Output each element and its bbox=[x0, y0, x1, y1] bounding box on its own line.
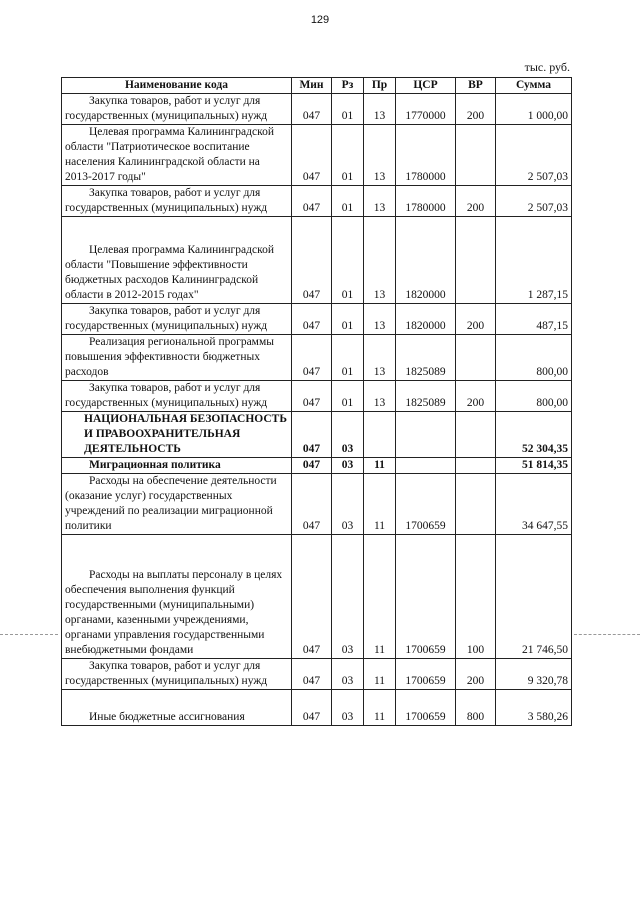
table-row bbox=[62, 186, 572, 217]
row-name: Закупка товаров, работ и услуг для государственных (муниципальных) нужд bbox=[62, 381, 292, 412]
table-row bbox=[62, 94, 572, 125]
row-vr: 200 bbox=[456, 304, 496, 335]
row-name: Целевая программа Калининградской области "Повышение эффективности бюджетных расходов Калининградской области в 2012-2015 годах" bbox=[62, 217, 292, 304]
table-row bbox=[62, 125, 572, 186]
row-rz: 01 bbox=[332, 304, 364, 335]
row-vr: 200 bbox=[456, 186, 496, 217]
row-sum: 34 647,55 bbox=[496, 474, 572, 535]
row-min: 047 bbox=[292, 412, 332, 458]
row-vr: 200 bbox=[456, 381, 496, 412]
row-pr: 13 bbox=[364, 335, 396, 381]
row-sum: 21 746,50 bbox=[496, 535, 572, 659]
row-rz: 01 bbox=[332, 94, 364, 125]
row-min: 047 bbox=[292, 458, 332, 474]
row-pr: 13 bbox=[364, 217, 396, 304]
row-pr: 13 bbox=[364, 381, 396, 412]
column-header-name: Наименование кода bbox=[62, 78, 292, 94]
column-header-csr: ЦСР bbox=[396, 78, 456, 94]
table-header-row bbox=[62, 78, 572, 94]
row-csr bbox=[396, 458, 456, 474]
row-sum: 51 814,35 bbox=[496, 458, 572, 474]
row-rz: 01 bbox=[332, 335, 364, 381]
row-vr bbox=[456, 458, 496, 474]
row-pr: 11 bbox=[364, 458, 396, 474]
row-csr: 1820000 bbox=[396, 217, 456, 304]
row-pr: 11 bbox=[364, 474, 396, 535]
scan-fold-line bbox=[0, 634, 58, 635]
table-row bbox=[62, 304, 572, 335]
row-csr: 1780000 bbox=[396, 186, 456, 217]
row-vr bbox=[456, 412, 496, 458]
row-min: 047 bbox=[292, 535, 332, 659]
row-name: Миграционная политика bbox=[62, 458, 292, 474]
row-csr: 1820000 bbox=[396, 304, 456, 335]
row-csr: 1700659 bbox=[396, 474, 456, 535]
row-csr: 1825089 bbox=[396, 381, 456, 412]
row-rz: 03 bbox=[332, 412, 364, 458]
units-label: тыс. руб. bbox=[524, 60, 570, 74]
row-pr: 11 bbox=[364, 690, 396, 726]
table-row bbox=[62, 474, 572, 535]
row-pr: 11 bbox=[364, 535, 396, 659]
row-name: Закупка товаров, работ и услуг для государственных (муниципальных) нужд bbox=[62, 659, 292, 690]
row-sum: 800,00 bbox=[496, 381, 572, 412]
row-min: 047 bbox=[292, 304, 332, 335]
row-csr: 1700659 bbox=[396, 659, 456, 690]
table-row bbox=[62, 659, 572, 690]
row-pr: 13 bbox=[364, 304, 396, 335]
row-pr: 11 bbox=[364, 659, 396, 690]
row-vr: 200 bbox=[456, 94, 496, 125]
row-csr: 1780000 bbox=[396, 125, 456, 186]
row-name: Закупка товаров, работ и услуг для государственных (муниципальных) нужд bbox=[62, 186, 292, 217]
page-number: 129 bbox=[310, 14, 330, 26]
row-min: 047 bbox=[292, 125, 332, 186]
table-row bbox=[62, 535, 572, 659]
row-min: 047 bbox=[292, 474, 332, 535]
row-name: Закупка товаров, работ и услуг для государственных (муниципальных) нужд bbox=[62, 94, 292, 125]
row-vr: 800 bbox=[456, 690, 496, 726]
row-name: Реализация региональной программы повышения эффективности бюджетных расходов bbox=[62, 335, 292, 381]
column-header-vr: ВР bbox=[456, 78, 496, 94]
row-rz: 01 bbox=[332, 125, 364, 186]
row-sum: 800,00 bbox=[496, 335, 572, 381]
row-pr: 13 bbox=[364, 125, 396, 186]
row-name: Расходы на выплаты персоналу в целях обеспечения выполнения функций государственными (муниципальными) органами, казенными учреждениями, органами управления государственными внебюджетными фондами bbox=[62, 535, 292, 659]
row-rz: 03 bbox=[332, 474, 364, 535]
row-rz: 03 bbox=[332, 458, 364, 474]
row-vr bbox=[456, 125, 496, 186]
scan-fold-line bbox=[574, 634, 640, 635]
row-name: Целевая программа Калининградской области "Патриотическое воспитание населения Калининградской области на 2013-2017 годы" bbox=[62, 125, 292, 186]
row-min: 047 bbox=[292, 217, 332, 304]
table-row bbox=[62, 458, 572, 474]
budget-table bbox=[61, 77, 572, 726]
row-min: 047 bbox=[292, 335, 332, 381]
row-name: Иные бюджетные ассигнования bbox=[62, 690, 292, 726]
table-row bbox=[62, 381, 572, 412]
table-row bbox=[62, 217, 572, 304]
row-rz: 03 bbox=[332, 690, 364, 726]
row-min: 047 bbox=[292, 186, 332, 217]
row-pr bbox=[364, 412, 396, 458]
row-name: Расходы на обеспечение деятельности (оказание услуг) государственных учреждений по реализации миграционной политики bbox=[62, 474, 292, 535]
row-sum: 487,15 bbox=[496, 304, 572, 335]
row-csr: 1700659 bbox=[396, 690, 456, 726]
row-sum: 1 000,00 bbox=[496, 94, 572, 125]
row-sum: 2 507,03 bbox=[496, 186, 572, 217]
row-rz: 01 bbox=[332, 217, 364, 304]
row-sum: 1 287,15 bbox=[496, 217, 572, 304]
row-rz: 01 bbox=[332, 186, 364, 217]
row-vr bbox=[456, 335, 496, 381]
row-min: 047 bbox=[292, 690, 332, 726]
row-vr bbox=[456, 217, 496, 304]
row-sum: 3 580,26 bbox=[496, 690, 572, 726]
row-rz: 01 bbox=[332, 381, 364, 412]
row-csr: 1770000 bbox=[396, 94, 456, 125]
column-header-sum: Сумма bbox=[496, 78, 572, 94]
row-name: НАЦИОНАЛЬНАЯ БЕЗОПАСНОСТЬ И ПРАВООХРАНИТЕЛЬНАЯ ДЕЯТЕЛЬНОСТЬ bbox=[62, 412, 292, 458]
row-pr: 13 bbox=[364, 186, 396, 217]
row-sum: 52 304,35 bbox=[496, 412, 572, 458]
row-vr: 200 bbox=[456, 659, 496, 690]
table-row bbox=[62, 690, 572, 726]
row-pr: 13 bbox=[364, 94, 396, 125]
row-rz: 03 bbox=[332, 535, 364, 659]
row-sum: 9 320,78 bbox=[496, 659, 572, 690]
row-rz: 03 bbox=[332, 659, 364, 690]
row-sum: 2 507,03 bbox=[496, 125, 572, 186]
column-header-pr: Пр bbox=[364, 78, 396, 94]
row-csr bbox=[396, 412, 456, 458]
row-name: Закупка товаров, работ и услуг для государственных (муниципальных) нужд bbox=[62, 304, 292, 335]
table-row bbox=[62, 412, 572, 458]
table-row bbox=[62, 335, 572, 381]
row-vr bbox=[456, 474, 496, 535]
row-csr: 1700659 bbox=[396, 535, 456, 659]
column-header-rz: Рз bbox=[332, 78, 364, 94]
row-csr: 1825089 bbox=[396, 335, 456, 381]
row-min: 047 bbox=[292, 381, 332, 412]
row-min: 047 bbox=[292, 659, 332, 690]
row-vr: 100 bbox=[456, 535, 496, 659]
column-header-min: Мин bbox=[292, 78, 332, 94]
row-min: 047 bbox=[292, 94, 332, 125]
